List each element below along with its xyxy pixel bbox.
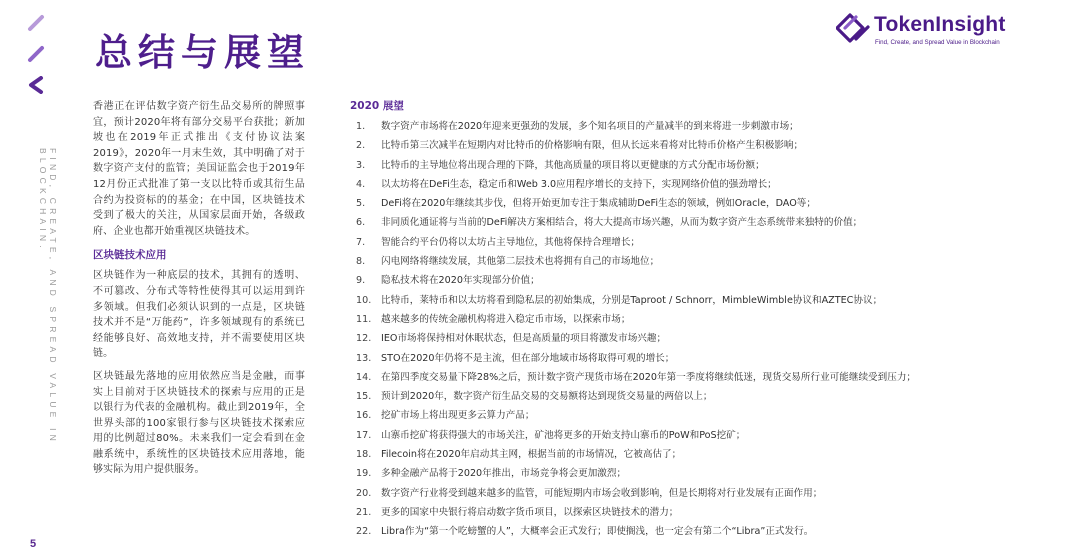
outlook-section <box>350 99 1070 542</box>
list-item-number: 14. <box>356 371 372 383</box>
list-item-number: 6. <box>356 217 366 229</box>
list-item <box>350 175 1070 194</box>
list-item <box>350 368 1070 387</box>
list-item-number: 21. <box>356 506 372 518</box>
list-item-number: 18. <box>356 449 372 461</box>
list-item-text: 隐私技术将在2020年实现部分价值； <box>381 275 540 287</box>
brand-name: TokenInsight <box>874 13 1006 36</box>
list-item-text: 比特币的主导地位将出现合理的下降，其他高质量的项目将以更健康的方式分配市场份额； <box>381 159 765 171</box>
list-item <box>350 291 1070 310</box>
list-item <box>350 406 1070 425</box>
list-item <box>350 484 1070 503</box>
list-item-number: 7. <box>356 236 366 248</box>
list-item-text: IEO市场将保持相对休眠状态，但是高质量的项目将激发市场兴趣； <box>381 333 667 345</box>
list-item <box>350 464 1070 483</box>
list-item-number: 10. <box>356 294 372 306</box>
list-item <box>350 522 1070 541</box>
list-item <box>350 117 1070 136</box>
list-item <box>350 136 1070 155</box>
brand-logo <box>836 12 1036 52</box>
list-item-number: 20. <box>356 487 372 499</box>
page-number: 5 <box>30 538 37 550</box>
list-item-text: STO在2020年仍将不是主流，但在部分地域市场将取得可观的增长； <box>381 352 675 364</box>
list-item-text: 挖矿市场上将出现更多云算力产品； <box>381 410 535 422</box>
left-column <box>93 99 305 478</box>
chevron-accent-icon <box>27 76 45 94</box>
list-item-text: 闪电网络将继续发展，其他第二层技术也将拥有自己的市场地位； <box>381 256 660 268</box>
list-item-number: 17. <box>356 429 372 441</box>
intro-paragraph: 香港正在评估数字资产衍生品交易所的牌照事宜，预计2020年将有部分交易平台获批；新加坡也在2019年正式推出《支付协议法案2019》，2020年一月末生效，其中明确了对于数字资产支付的监管；美国证监会也于2019年12月份正式批准了第一支以比特币或其衍生品合约为投资标的的基金；在中国，区块链技术受到了极大的关注，从国家层面开始，各级政府、企业也都开始重视区块链技术。 <box>93 101 305 237</box>
list-item-text: 预计到2020年，数字资产衍生品交易的交易额将达到现货交易量的两倍以上； <box>381 391 713 403</box>
list-item-text: 在第四季度交易量下降28%之后，预计数字资产现货市场在2020年第一季度将继续低迷，现货交易所行业可能继续受到压力； <box>381 371 917 383</box>
list-item <box>350 445 1070 464</box>
list-item <box>350 233 1070 252</box>
list-item-number: 12. <box>356 333 372 345</box>
list-item-text: 比特币，莱特币和以太坊将看到隐私层的初始集成，分别是Taproot / Schnorr，MimbleWimble协议和AZTEC协议； <box>381 294 883 306</box>
list-item-text: DeFi将在2020年继续其步伐，但将开始更加专注于集成辅助DeFi生态的领域，例如Oracle，DAO等； <box>381 198 816 210</box>
list-item-number: 22. <box>356 526 372 538</box>
list-item-text: Filecoin将在2020年启动其主网，根据当前的市场情况，它被高估了； <box>381 449 682 461</box>
list-item-number: 16. <box>356 410 372 422</box>
list-item-number: 9. <box>356 275 366 287</box>
tokeninsight-logo-icon <box>836 12 870 46</box>
side-tagline: FIND, CREATE, AND SPREAD VALUE IN BLOCKCHAIN. <box>38 148 58 445</box>
list-item-text: 更多的国家中央银行将启动数字货币项目，以探索区块链技术的潜力； <box>381 506 679 518</box>
outlook-list <box>350 117 1070 542</box>
list-item <box>350 271 1070 290</box>
list-item <box>350 310 1070 329</box>
list-item-text: 数字资产市场将在2020年迎来更强劲的发展，多个知名项目的产量减半的到来将进一步刺激市场； <box>381 121 799 132</box>
section-heading: 区块链技术应用 <box>93 249 167 262</box>
list-item-number: 5. <box>356 198 366 210</box>
list-item-number: 4. <box>356 178 366 190</box>
list-item-number: 19. <box>356 468 372 480</box>
outlook-heading: 2020 展望 <box>350 100 404 112</box>
list-item-number: 15. <box>356 391 372 403</box>
list-item-text: 以太坊将在DeFi生态，稳定币和Web 3.0应用程序增长的支持下，实现网络价值的强劲增长； <box>381 178 777 190</box>
list-item-text: 数字资产行业将受到越来越多的监管，可能短期内市场会收到影响，但是长期将对行业发展有正面作用； <box>381 487 823 499</box>
list-item-number: 1. <box>356 121 366 132</box>
body-paragraph: 区块链作为一种底层的技术，其拥有的透明、不可篡改、分布式等特性使得其可以运用到许多领域。但我们必须认识到的一点是，区块链技术并不是“万能药”，许多领域现有的系统已经能够良好、高效地支持，并不需要使用区块链。 <box>93 270 305 360</box>
list-item-text: 非同质化通证将与当前的DeFi解决方案相结合，将大大提高市场兴趣，从而为数字资产生态系统带来独特的价值； <box>381 217 863 229</box>
list-item <box>350 503 1070 522</box>
list-item-number: 13. <box>356 352 372 364</box>
list-item <box>350 426 1070 445</box>
list-item-text: 智能合约平台仍将以太坊占主导地位，其他将保持合理增长； <box>381 236 641 248</box>
body-paragraph: 区块链最先落地的应用依然应当是金融，而事实上目前对于区块链技术的探索与应用的正是以银行为代表的金融机构。截止到2019年，全世界头部的100家银行参与区块链技术探索应用的比例超过80%。未来我们一定会看到在金融系统中，系统性的区块链技术应用落地，能够实际为用户提供服务。 <box>93 370 305 476</box>
list-item-text: 比特币第三次减半在短期内对比特币的价格影响有限，但从长远来看将对比特币价格产生积极影响； <box>381 140 804 152</box>
list-item-text: 越来越多的传统金融机构将进入稳定币市场，以探索市场； <box>381 313 631 325</box>
list-item <box>350 387 1070 406</box>
list-item-text: 山寨币挖矿将获得强大的市场关注，矿池将更多的开始支持山寨币的PoW和PoS挖矿； <box>381 429 746 441</box>
list-item <box>350 156 1070 175</box>
chevron-accent-icon <box>27 45 45 63</box>
list-item <box>350 329 1070 348</box>
chevron-accent-icon <box>27 14 45 32</box>
list-item-text: 多种金融产品将于2020年推出，市场竞争将会更加激烈； <box>381 468 627 480</box>
list-item-number: 8. <box>356 256 366 268</box>
list-item-number: 11. <box>356 313 372 325</box>
list-item-number: 2. <box>356 140 366 152</box>
list-item-text: Libra作为“第一个吃螃蟹的人”，大概率会正式发行；即使搁浅，也一定会有第二个“Libra”正式发行。 <box>381 526 814 538</box>
list-item <box>350 252 1070 271</box>
list-item <box>350 213 1070 232</box>
list-item <box>350 194 1070 213</box>
brand-tagline: Find, Create, and Spread Value in Blockchain <box>875 39 1000 46</box>
list-item <box>350 349 1070 368</box>
page-title: 总结与展望 <box>95 31 310 74</box>
list-item-number: 3. <box>356 159 366 171</box>
